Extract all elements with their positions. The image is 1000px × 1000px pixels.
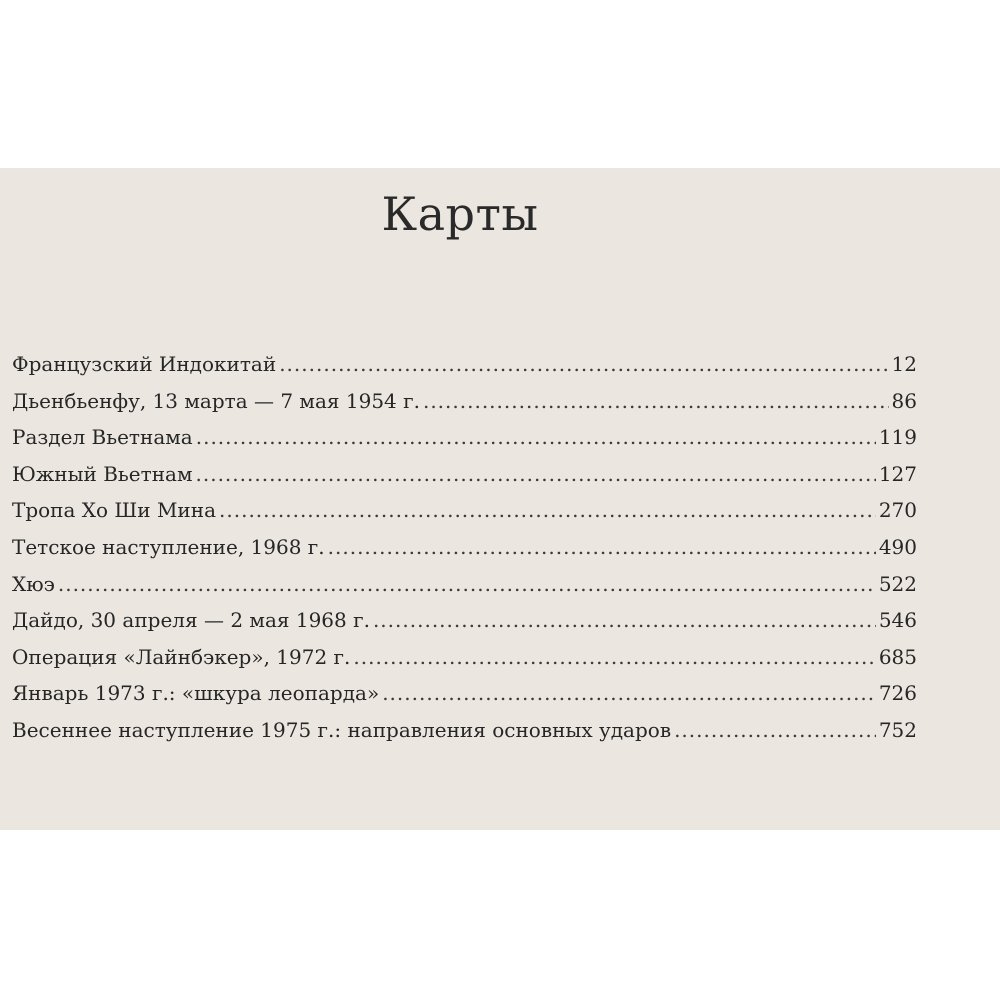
toc-entry-title: Хюэ (12, 571, 55, 596)
toc-entry-title: Французский Индокитай (12, 352, 277, 376)
dot-leader (423, 389, 889, 413)
dot-leader (382, 681, 876, 705)
toc-entry-title: Дьенбьенфу, 13 марта — 7 мая 1954 г. (12, 388, 420, 413)
toc-entry-page: 119 (878, 425, 917, 450)
page-title: Карты (381, 187, 539, 241)
dot-leader (196, 462, 876, 486)
toc-entry-title: Южный Вьетнам (12, 461, 193, 486)
toc-entry-title: Операция «Лайнбэкер», 1972 г. (12, 644, 351, 669)
toc-entry-page: 726 (878, 681, 917, 706)
toc-entry (12, 389, 917, 426)
toc-entry (12, 608, 917, 645)
toc-entry-page: 490 (878, 534, 917, 559)
toc-entry-page: 127 (878, 461, 917, 486)
dot-leader (353, 645, 875, 669)
toc-entry (12, 352, 917, 389)
toc-entry (12, 425, 917, 462)
toc-entry-page: 522 (878, 571, 917, 596)
toc-entry-page: 685 (878, 644, 917, 669)
dot-leader (58, 572, 876, 596)
toc-entry (12, 681, 917, 718)
dot-leader (219, 498, 876, 522)
dot-leader (373, 608, 876, 632)
toc-entry-page: 12 (891, 352, 917, 376)
toc-entry (12, 498, 917, 535)
toc-entry-title: Дайдо, 30 апреля — 2 мая 1968 г. (12, 608, 370, 633)
maps-list (12, 352, 917, 755)
dot-leader (196, 425, 876, 449)
toc-entry (12, 535, 917, 572)
toc-entry-page: 752 (878, 717, 917, 742)
toc-entry-title: Раздел Вьетнама (12, 425, 193, 450)
toc-entry-title: Тетское наступление, 1968 г. (12, 534, 325, 559)
toc-entry (12, 645, 917, 682)
toc-entry (12, 462, 917, 499)
toc-entry-page: 86 (891, 388, 917, 413)
dot-leader (674, 718, 876, 742)
toc-entry-title: Тропа Хо Ши Мина (12, 498, 217, 523)
toc-entry-page: 546 (878, 608, 917, 633)
dot-leader (279, 352, 888, 376)
toc-entry-title: Январь 1973 г.: «шкура леопарда» (12, 681, 380, 706)
toc-entry-page: 270 (878, 498, 917, 523)
dot-leader (328, 535, 876, 559)
toc-entry-title: Весеннее наступление 1975 г.: направления основных ударов (12, 717, 672, 742)
toc-entry (12, 718, 917, 755)
toc-entry (12, 572, 917, 609)
book-page (0, 168, 1000, 830)
